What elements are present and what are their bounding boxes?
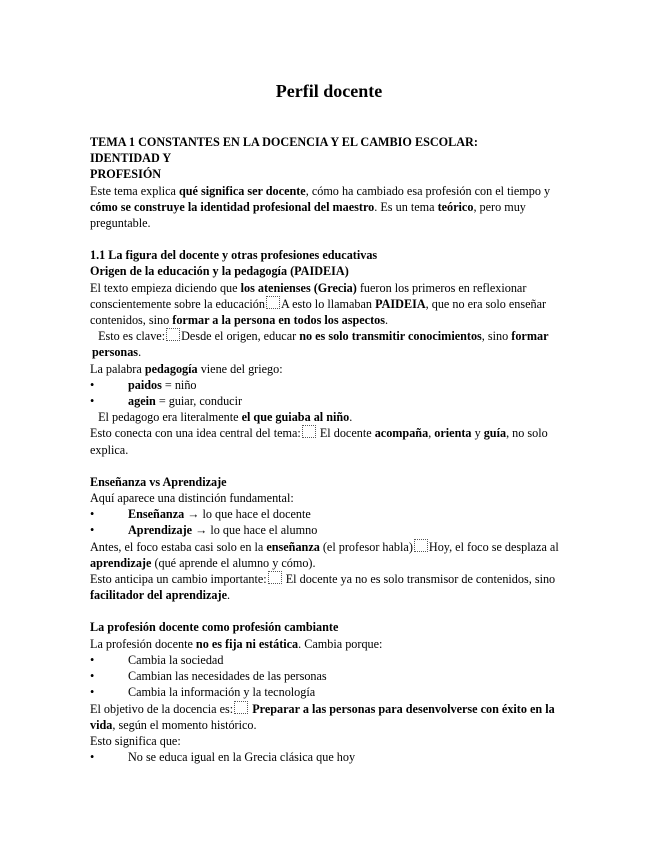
list-item: • paidos = niño — [90, 377, 197, 392]
topic-heading-line-3: PROFESIÓN — [90, 167, 162, 182]
section-heading: La profesión docente como profesión cambiante — [90, 620, 339, 635]
pedagogue-paragraph: El pedagogo era literalmente el que guiaba al niño. — [98, 410, 353, 425]
missing-glyph-icon — [234, 701, 248, 714]
objective-paragraph: El objetivo de la docencia es: Preparar a las personas para desenvolverse con éxito en la vida, según el momento histórico. — [90, 701, 555, 732]
list-item: • Cambia la información y la tecnología — [90, 685, 316, 700]
meaning-paragraph: Esto significa que: — [90, 733, 181, 748]
changing-profession-paragraph: La profesión docente no es fija ni estática. Cambia porque: — [90, 636, 383, 651]
list-item: • Enseñanza → lo que hace el docente — [90, 507, 311, 522]
distinction-intro: Aquí aparece una distinción fundamental: — [90, 491, 294, 506]
missing-glyph-icon — [268, 571, 282, 584]
missing-glyph-icon — [166, 328, 180, 341]
document-page — [90, 80, 568, 765]
paideia-paragraph: El texto empieza diciendo que los atenienses (Grecia) fueron los primeros en reflexionar conscientemente sobre la educación A esto lo llamaban PAIDEIA, que no era solo enseñar contenidos, sino formar a la persona en todos los aspectos. — [90, 280, 547, 328]
change-paragraph: Esto anticipa un cambio importante: El docente ya no es solo transmisor de contenidos, sino facilitador del aprendizaje. — [90, 572, 556, 603]
list-item: • Aprendizaje → lo que hace el alumno — [90, 523, 318, 538]
key-paragraph: Esto es clave: Desde el origen, educar no es solo transmitir conocimientos, sino formar personas. — [92, 329, 549, 360]
list-item: • agein = guiar, conducir — [90, 394, 243, 409]
topic-heading-line-1: TEMA 1 CONSTANTES EN LA DOCENCIA Y EL CAMBIO ESCOLAR: — [90, 135, 478, 149]
section-heading: Enseñanza vs Aprendizaje — [90, 474, 227, 489]
page-title: Perfil docente — [275, 81, 383, 101]
intro-paragraph: Este tema explica qué significa ser docente, cómo ha cambiado esa profesión con el tiempo y cómo se construye la identidad profesional del maestro. Es un tema teórico, pero muy preguntable. — [90, 183, 551, 231]
missing-glyph-icon — [414, 539, 428, 552]
pedagogy-paragraph: La palabra pedagogía viene del griego: — [90, 361, 283, 376]
section-subheading: Origen de la educación y la pedagogía (PAIDEIA) — [90, 264, 349, 279]
list-item: • Cambia la sociedad — [90, 652, 224, 667]
topic-heading-line-2: IDENTIDAD Y — [90, 151, 172, 166]
focus-paragraph: Antes, el foco estaba casi solo en la enseñanza (el profesor habla) Hoy, el foco se desplaza al aprendizaje (qué aprende el alumno y cómo). — [90, 539, 559, 570]
central-idea-paragraph: Esto conecta con una idea central del tema: El docente acompaña, orienta y guía, no solo explica. — [90, 426, 548, 457]
list-item: • No se educa igual en la Grecia clásica que hoy — [90, 750, 356, 765]
section-heading: 1.1 La figura del docente y otras profesiones educativas — [90, 248, 378, 263]
missing-glyph-icon — [302, 425, 316, 438]
missing-glyph-icon — [266, 296, 280, 309]
list-item: • Cambian las necesidades de las personas — [90, 669, 327, 684]
